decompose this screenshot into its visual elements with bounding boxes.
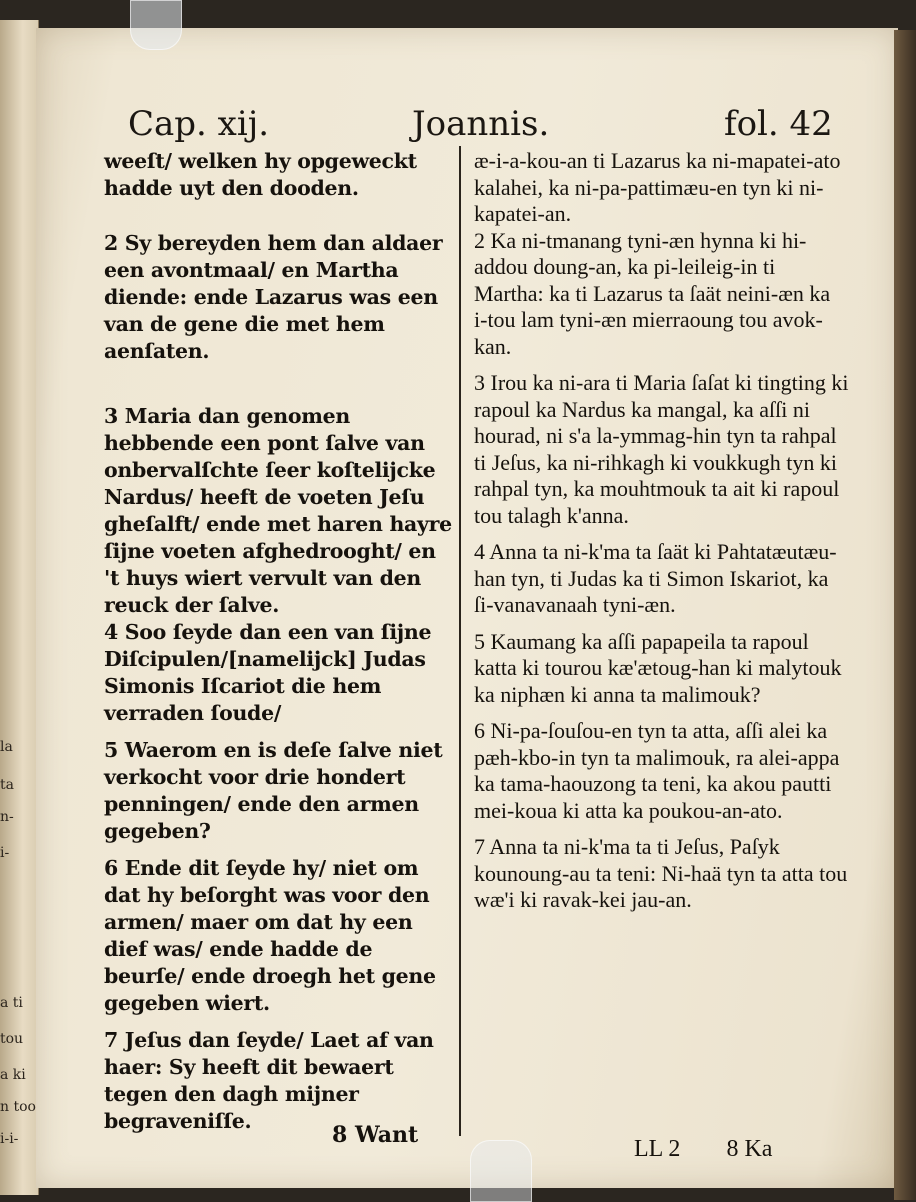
dutch-column (104, 148, 454, 1135)
dutch-verse: 4 Soo ſeyde dan een van ſijne Diſcipulen/[namelijck] Judas Simonis Iſcariot die hem verraden ſoude/ (104, 620, 432, 725)
formosan-verse: æ-i-a-kou-an ti Lazarus ka ni-mapatei-ato kalahei, ka ni-pa-pattimæu-en tyn ki ni-kapatei-an. (474, 148, 841, 226)
book-fore-edge (894, 30, 916, 1200)
facing-page-fragment: n too (0, 1099, 36, 1115)
formosan-verse: 5 Kaumang ka aſſi papapeila ta rapoul katta ki tourou kæ'ætoug-han ki malytouk ka niphæn ki anna ta malimouk? (474, 628, 842, 707)
facing-page-fragment: n- (0, 809, 14, 825)
facing-page-fragment: la (0, 739, 13, 755)
dutch-verse: 3 Maria dan genomen hebbende een pont ſalve van onbervalſchte ſeer koſtelijcke Nardus/ heeft de voeten Jeſu gheſalft/ ende met haren hayre ſijne voeten afghedrooght/ en 't huys wiert vervult van den reuck der ſalve. (104, 404, 452, 617)
facing-page-fragment: i-i- (0, 1131, 19, 1147)
facing-page-fragment: tou (0, 1031, 24, 1047)
page-footer (634, 1136, 812, 1163)
chapter-heading: Cap. xij. (128, 104, 270, 144)
formosan-column (474, 148, 849, 914)
facing-page-fragment: a ti (0, 995, 23, 1011)
facing-page-fragment: a ki (0, 1067, 26, 1083)
right-catchword: 8 Ka (726, 1136, 773, 1162)
dutch-verse: 2 Sy bereyden hem dan aldaer een avontmaal/ en Martha diende: ende Lazarus was een van de gene die met hem aenſaten. (104, 231, 443, 363)
left-catchword: 8 Want (332, 1122, 419, 1148)
book-title: Joannis. (412, 104, 550, 144)
formosan-verse: 4 Anna ta ni-k'ma ta ſaät ki Pahtatæutæu-han tyn, ti Judas ka ti Simon Iskariot, ka ſi-vanavanaah tyni-æn. (474, 539, 837, 617)
signature-mark: LL 2 (634, 1136, 681, 1162)
column-divider (459, 146, 461, 1136)
book-page (36, 28, 898, 1188)
page-clip-bottom (470, 1140, 532, 1202)
facing-page-edge (0, 20, 39, 1195)
folio-number: fol. 42 (724, 104, 833, 144)
facing-page-fragment: i- (0, 845, 10, 861)
dutch-verse: 6 Ende dit ſeyde hy/ niet om dat hy beſorght was voor den armen/ maer om dat hy een dief was/ ende hadde de beurſe/ ende droegh het gene gegeben wiert. (104, 856, 436, 1015)
formosan-verse: 2 Ka ni-tmanang tyni-æn hynna ki hi-addou doung-an, ka pi-leileig-in ti Martha: ka ti Lazarus ta ſaät neini-æn ka i-tou lam tyni-æn mierraoung tou avok-kan. (474, 227, 831, 359)
formosan-verse: 7 Anna ta ni-k'ma ta ti Jeſus, Paſyk kounoung-au ta teni: Ni-haä tyn ta atta tou wæ'i ki ravak-kei jau-an. (474, 834, 848, 912)
formosan-verse: 6 Ni-pa-ſouſou-en tyn ta atta, aſſi alei ka pæh-kbo-in tyn ta malimouk, ra alei-appa ka tama-haouzong ta teni, ka akou pautti mei-koua ki atta ka poukou-an-ato. (474, 718, 840, 823)
formosan-verse: 3 Irou ka ni-ara ti Maria ſaſat ki tingting ki rapoul ka Nardus ka mangal, ka aſſi ni hourad, ni s'a la-ymmag-hin tyn ta rahpal ti Jeſus, ka ni-rihkagh ki voukkugh tyn ki rahpal tyn, ka mouhtmouk ta ait ki rapoul tou talagh k'anna. (474, 370, 849, 528)
dutch-verse: weeſt/ welken hy opgeweckt hadde uyt den dooden. (104, 149, 417, 200)
facing-page-fragment: ta (0, 777, 14, 793)
dutch-verse: 7 Jeſus dan ſeyde/ Laet af van haer: Sy heeft dit bewaert tegen den dagh mijner begraveniſſe. (104, 1028, 434, 1133)
page-clip-top (130, 0, 182, 50)
dutch-verse: 5 Waerom en is deſe ſalve niet verkocht voor drie hondert penningen/ ende den armen gegeben? (104, 738, 443, 843)
